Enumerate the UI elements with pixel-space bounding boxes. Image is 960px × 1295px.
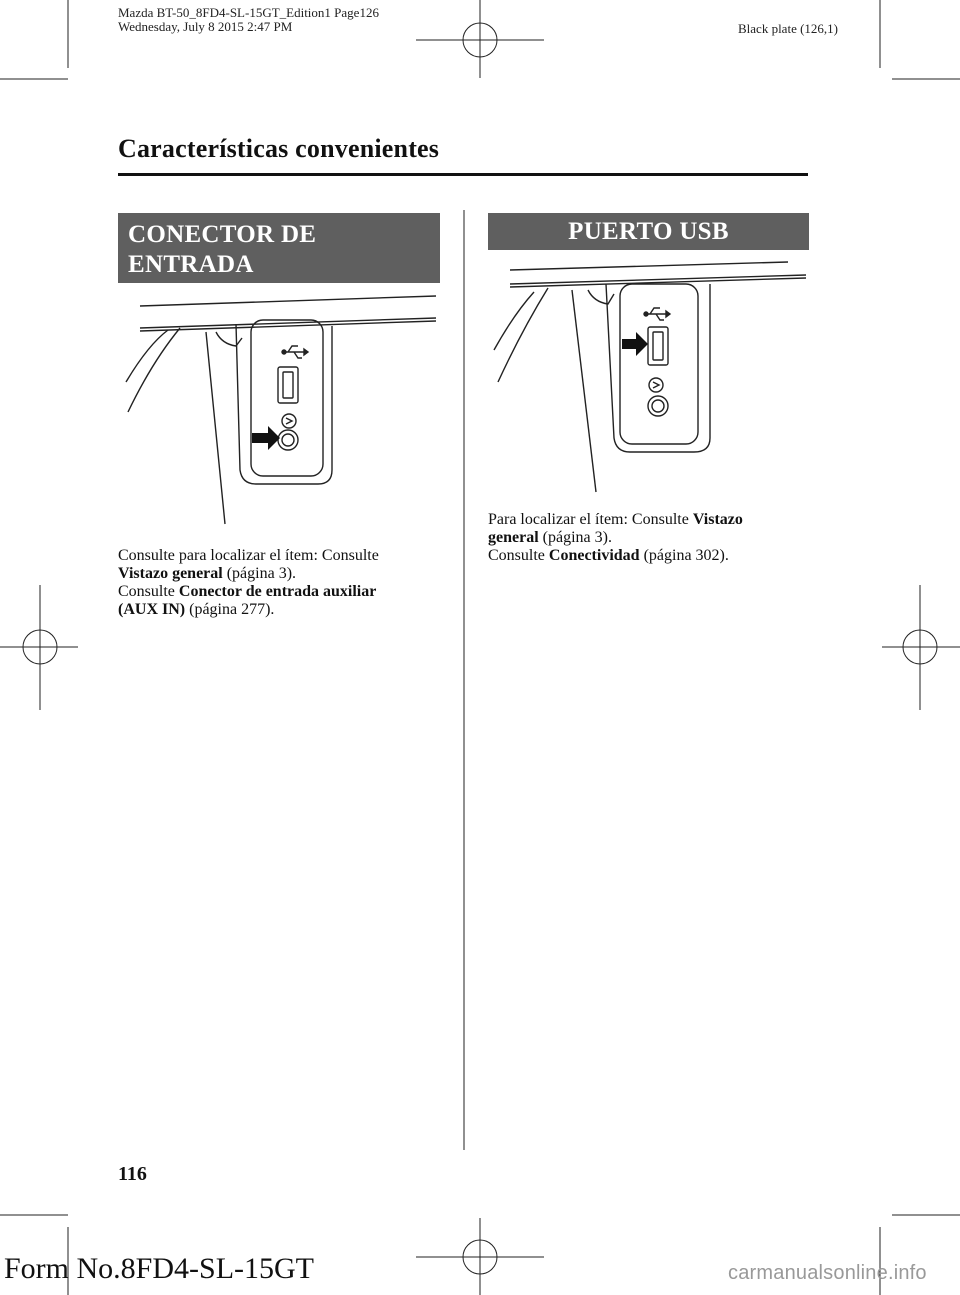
doc-line: Mazda BT-50_8FD4-SL-15GT_Edition1 Page126 bbox=[118, 5, 379, 20]
title-rule bbox=[118, 173, 808, 176]
usb-p1-tail: (página 3). bbox=[538, 529, 612, 546]
usb-text bbox=[488, 511, 818, 565]
banner-aux-in bbox=[118, 213, 440, 308]
aux-p2-tail: (página 277). bbox=[185, 601, 275, 618]
doc-info bbox=[118, 6, 478, 34]
usb-illustration bbox=[488, 258, 810, 498]
usb-p2-link: Conectividad bbox=[548, 547, 640, 564]
pointer-arrow bbox=[622, 332, 648, 356]
usb-p1-link-2: general bbox=[488, 529, 539, 546]
banner-usb bbox=[488, 213, 809, 250]
aux-p1-link: Vistazo general bbox=[118, 565, 223, 582]
aux-p2-text: Consulte bbox=[118, 583, 179, 600]
aux-in-text bbox=[118, 547, 448, 619]
aux-p1-tail: (página 3). bbox=[222, 565, 297, 582]
usb-p2-tail: (página 302). bbox=[639, 547, 729, 564]
aux-p2-link-2: (AUX IN) bbox=[118, 601, 186, 618]
form-number: Form No.8FD4-SL-15GT bbox=[4, 1252, 315, 1285]
banner-usb-text: PUERTO USB bbox=[568, 218, 729, 245]
pointer-arrow bbox=[252, 426, 280, 450]
page-number: 116 bbox=[118, 1163, 147, 1185]
usb-p1-link-1: Vistazo bbox=[692, 511, 743, 528]
date-line: Wednesday, July 8 2015 2:47 PM bbox=[118, 19, 293, 34]
aux-in-illustration bbox=[118, 290, 443, 530]
section-title: Características convenientes bbox=[118, 134, 440, 163]
aux-p2-link-1: Conector de entrada auxiliar bbox=[178, 583, 377, 600]
watermark: carmanualsonline.info bbox=[728, 1262, 927, 1284]
banner-aux-line2: AUXILIAR (AUX IN) bbox=[128, 281, 371, 308]
banner-aux-line1: CONECTOR DE ENTRADA bbox=[128, 221, 317, 278]
aux-p1-text: Consulte para localizar el ítem: Consulte bbox=[118, 547, 379, 564]
usb-p2-text: Consulte bbox=[488, 547, 549, 564]
usb-p1-text: Para localizar el ítem: Consulte bbox=[488, 511, 693, 528]
plate-label: Black plate (126,1) bbox=[738, 21, 838, 36]
